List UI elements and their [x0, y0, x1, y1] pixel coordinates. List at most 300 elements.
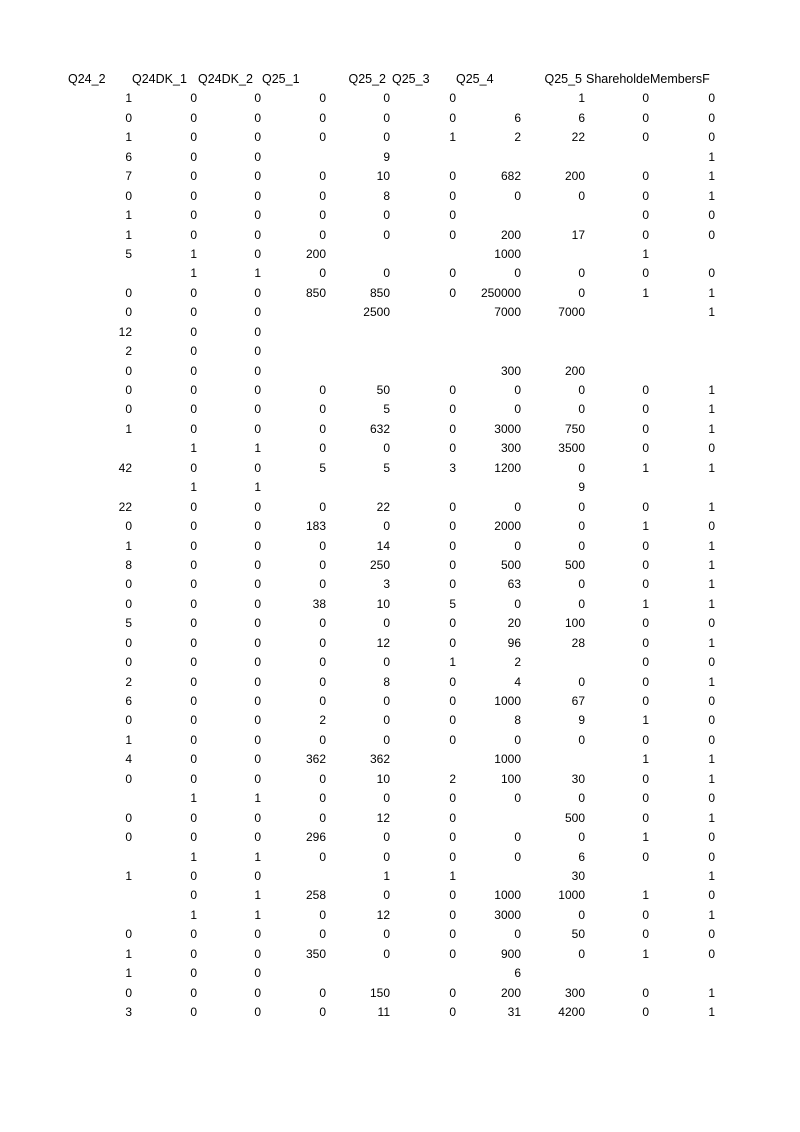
table-cell: 0 — [449, 927, 456, 942]
table-cell: 2 — [125, 674, 132, 689]
table-cell: 0 — [254, 91, 261, 106]
table-cell: 0 — [254, 499, 261, 514]
table-row — [0, 128, 800, 147]
table-row — [0, 867, 800, 886]
table-cell: 0 — [254, 868, 261, 883]
table-cell: 1 — [708, 285, 715, 300]
table-row — [0, 303, 800, 322]
table-cell: 0 — [642, 402, 649, 417]
table-cell: 296 — [305, 830, 326, 845]
table-cell: 0 — [642, 421, 649, 436]
table-cell: 0 — [708, 713, 715, 728]
table-row — [0, 342, 800, 361]
table-cell: 0 — [642, 557, 649, 572]
table-cell: 1 — [254, 888, 261, 903]
table-cell: 0 — [254, 363, 261, 378]
table-cell: 0 — [708, 732, 715, 747]
table-cell: 0 — [254, 810, 261, 825]
table-row — [0, 925, 800, 944]
table-cell: 0 — [254, 305, 261, 320]
table-cell: 1 — [254, 266, 261, 281]
table-cell: 100 — [564, 616, 585, 631]
table-cell: 1200 — [494, 460, 521, 475]
table-cell: 0 — [319, 441, 326, 456]
table-cell: 0 — [190, 324, 197, 339]
table-cell: 0 — [190, 596, 197, 611]
table-cell: 0 — [190, 130, 197, 145]
table-cell: 1 — [190, 246, 197, 261]
table-cell: 0 — [449, 519, 456, 534]
table-cell: 0 — [449, 732, 456, 747]
table-cell: 0 — [708, 791, 715, 806]
table-cell: 0 — [254, 713, 261, 728]
table-cell: 0 — [319, 538, 326, 553]
table-cell: 0 — [125, 305, 132, 320]
table-cell: 2500 — [363, 305, 390, 320]
table-cell: 67 — [571, 694, 585, 708]
table-cell: 0 — [449, 577, 456, 592]
table-cell: 1 — [708, 169, 715, 184]
table-cell: 0 — [514, 927, 521, 942]
table-cell: 300 — [564, 985, 585, 1000]
table-cell: 0 — [190, 538, 197, 553]
table-row — [0, 750, 800, 769]
table-cell: 31 — [507, 1005, 521, 1019]
table-cell: 1 — [642, 752, 649, 767]
table-cell: 0 — [642, 1005, 649, 1019]
table-cell: 0 — [319, 1005, 326, 1019]
table-cell: 0 — [449, 557, 456, 572]
table-cell: 0 — [449, 985, 456, 1000]
table-cell: 0 — [383, 732, 390, 747]
table-cell: 0 — [578, 830, 585, 845]
table-cell: 2 — [514, 655, 521, 670]
table-cell: 3 — [383, 577, 390, 592]
table-row — [0, 634, 800, 653]
table-cell: 1 — [708, 985, 715, 1000]
table-cell: 0 — [319, 791, 326, 806]
table-cell: 250000 — [480, 285, 521, 300]
table-cell: 0 — [319, 91, 326, 106]
table-cell: 0 — [514, 538, 521, 553]
table-cell: 5 — [383, 460, 390, 475]
table-cell: 0 — [319, 557, 326, 572]
table-cell: 1 — [449, 868, 456, 883]
table-row — [0, 848, 800, 867]
table-cell: 1 — [708, 557, 715, 572]
table-cell: 632 — [369, 421, 390, 436]
table-cell: 10 — [376, 771, 390, 786]
table-cell: 12 — [376, 907, 390, 922]
table-cell: 4 — [514, 674, 521, 689]
table-cell: 1 — [254, 849, 261, 864]
table-cell: 0 — [578, 519, 585, 534]
table-cell: 50 — [376, 383, 390, 397]
table-cell: 8 — [383, 674, 390, 689]
table-cell: 0 — [642, 616, 649, 631]
table-cell: 1 — [125, 732, 132, 747]
table-cell: 0 — [125, 402, 132, 417]
table-cell: 0 — [514, 849, 521, 864]
table-row — [0, 595, 800, 614]
table-cell: 0 — [449, 383, 456, 397]
table-cell: 8 — [383, 188, 390, 203]
table-cell: 0 — [319, 907, 326, 922]
table-cell: 1 — [254, 441, 261, 456]
table-cell: 0 — [125, 110, 132, 125]
table-cell: 0 — [254, 732, 261, 747]
table-cell: 0 — [449, 1005, 456, 1019]
table-cell: 1 — [708, 771, 715, 786]
table-cell: 500 — [564, 810, 585, 825]
table-cell: 0 — [190, 810, 197, 825]
table-cell: 1 — [125, 868, 132, 883]
table-cell: 0 — [319, 421, 326, 436]
table-cell: 0 — [190, 655, 197, 670]
table-cell: 0 — [125, 519, 132, 534]
table-cell: 0 — [190, 674, 197, 689]
table-cell: 200 — [500, 227, 521, 242]
table-cell: 1 — [642, 830, 649, 845]
table-cell: 0 — [254, 985, 261, 1000]
table-cell: 0 — [642, 791, 649, 806]
table-cell: 1 — [125, 421, 132, 436]
table-cell: 0 — [190, 519, 197, 534]
table-row — [0, 89, 800, 108]
table-cell: 0 — [514, 188, 521, 203]
table-row — [0, 187, 800, 206]
table-cell: 0 — [254, 694, 261, 708]
table-cell: 0 — [514, 266, 521, 281]
table-row — [0, 381, 800, 400]
table-cell: 0 — [125, 655, 132, 670]
table-cell: 0 — [254, 169, 261, 184]
table-cell: 0 — [514, 732, 521, 747]
table-cell: 1 — [642, 519, 649, 534]
table-row — [0, 400, 800, 419]
table-cell: 0 — [254, 752, 261, 767]
table-cell: 0 — [514, 830, 521, 845]
table-cell: 96 — [507, 635, 521, 650]
table-cell: 1 — [254, 480, 261, 495]
table-cell: 0 — [578, 946, 585, 961]
table-cell: 0 — [319, 674, 326, 689]
table-cell: 0 — [254, 460, 261, 475]
table-cell: 0 — [642, 499, 649, 514]
table-cell: 5 — [125, 246, 132, 261]
table-cell: 300 — [500, 363, 521, 378]
column-header-q24dk-2: Q24DK_2 — [198, 72, 253, 86]
table-cell: 0 — [708, 110, 715, 125]
table-cell: 0 — [319, 110, 326, 125]
table-cell: 0 — [190, 363, 197, 378]
table-cell: 1 — [708, 1005, 715, 1019]
table-cell: 362 — [369, 752, 390, 767]
table-row — [0, 556, 800, 575]
table-cell: 0 — [383, 91, 390, 106]
table-cell: 0 — [642, 577, 649, 592]
table-cell: 0 — [642, 130, 649, 145]
table-cell: 6 — [125, 694, 132, 708]
table-cell: 12 — [118, 324, 132, 339]
table-cell: 1 — [449, 655, 456, 670]
table-cell: 1000 — [494, 752, 521, 767]
table-cell: 100 — [500, 771, 521, 786]
table-row — [0, 1003, 800, 1022]
table-cell: 0 — [514, 791, 521, 806]
table-cell: 5 — [383, 402, 390, 417]
table-cell: 3000 — [494, 907, 521, 922]
table-cell: 0 — [383, 694, 390, 708]
table-row — [0, 420, 800, 439]
table-cell: 9 — [383, 149, 390, 164]
table-cell: 0 — [254, 966, 261, 981]
table-cell: 8 — [125, 557, 132, 572]
table-cell: 1 — [125, 946, 132, 961]
table-cell: 0 — [708, 946, 715, 961]
table-cell: 0 — [449, 110, 456, 125]
table-cell: 1 — [449, 130, 456, 145]
table-cell: 0 — [125, 810, 132, 825]
table-cell: 500 — [564, 557, 585, 572]
table-cell: 0 — [125, 577, 132, 592]
table-cell: 1 — [190, 441, 197, 456]
table-cell: 0 — [383, 616, 390, 631]
table-cell: 0 — [642, 169, 649, 184]
table-cell: 0 — [578, 383, 585, 397]
table-cell: 1 — [642, 713, 649, 728]
table-cell: 0 — [190, 771, 197, 786]
table-cell: 0 — [190, 1005, 197, 1019]
table-cell: 22 — [376, 499, 390, 514]
table-cell: 11 — [377, 1005, 390, 1019]
column-header-q24dk-1: Q24DK_1 — [132, 72, 187, 86]
table-cell: 1 — [642, 285, 649, 300]
table-cell: 7000 — [558, 305, 585, 320]
table-cell: 0 — [449, 266, 456, 281]
table-cell: 0 — [578, 538, 585, 553]
table-cell: 7 — [125, 169, 132, 184]
table-cell: 0 — [254, 927, 261, 942]
table-cell: 0 — [383, 713, 390, 728]
table-row — [0, 673, 800, 692]
table-cell: 1000 — [494, 246, 521, 261]
table-cell: 0 — [449, 888, 456, 903]
table-cell: 9 — [578, 713, 585, 728]
table-cell: 0 — [514, 499, 521, 514]
table-row — [0, 517, 800, 536]
table-cell: 1 — [642, 596, 649, 611]
table-cell: 8 — [514, 713, 521, 728]
table-cell: 1 — [642, 946, 649, 961]
table-cell: 5 — [125, 616, 132, 631]
table-cell: 0 — [449, 830, 456, 845]
table-cell: 200 — [564, 169, 585, 184]
table-row — [0, 498, 800, 517]
table-cell: 0 — [254, 1005, 261, 1019]
column-header-q24-2: Q24_2 — [68, 72, 106, 86]
table-cell: 5 — [449, 596, 456, 611]
table-cell: 0 — [708, 888, 715, 903]
table-cell: 12 — [376, 635, 390, 650]
table-cell: 0 — [449, 907, 456, 922]
table-cell: 1 — [708, 810, 715, 825]
table-row — [0, 245, 800, 264]
table-cell: 0 — [449, 441, 456, 456]
table-cell: 1 — [190, 907, 197, 922]
table-cell: 0 — [708, 266, 715, 281]
table-cell: 0 — [190, 830, 197, 845]
table-cell: 0 — [125, 830, 132, 845]
table-cell: 0 — [642, 188, 649, 203]
table-cell: 0 — [190, 927, 197, 942]
table-cell: 0 — [190, 421, 197, 436]
table-cell: 0 — [254, 946, 261, 961]
table-cell: 0 — [190, 966, 197, 981]
table-cell: 0 — [319, 402, 326, 417]
table-cell: 0 — [190, 577, 197, 592]
table-cell: 0 — [383, 266, 390, 281]
table-cell: 28 — [571, 635, 585, 650]
table-cell: 0 — [449, 538, 456, 553]
table-row — [0, 692, 800, 711]
table-cell: 17 — [571, 227, 585, 242]
table-cell: 0 — [449, 91, 456, 106]
table-row — [0, 323, 800, 342]
table-cell: 14 — [376, 538, 390, 553]
table-cell: 0 — [642, 208, 649, 223]
table-cell: 0 — [319, 130, 326, 145]
table-cell: 0 — [578, 732, 585, 747]
table-row — [0, 711, 800, 730]
column-header-shareholder: Shareholde — [586, 72, 650, 86]
table-cell: 2 — [449, 771, 456, 786]
column-header-q25-3: Q25_3 — [392, 72, 430, 86]
table-cell: 0 — [254, 830, 261, 845]
data-rows — [0, 89, 800, 1022]
table-cell: 0 — [449, 616, 456, 631]
table-cell: 0 — [125, 363, 132, 378]
table-cell: 3000 — [494, 421, 521, 436]
table-cell: 0 — [125, 188, 132, 203]
table-cell: 0 — [449, 188, 456, 203]
table-cell: 0 — [449, 674, 456, 689]
table-cell: 0 — [254, 577, 261, 592]
table-cell: 0 — [319, 169, 326, 184]
table-cell: 1 — [708, 674, 715, 689]
table-cell: 1 — [125, 966, 132, 981]
table-row — [0, 459, 800, 478]
table-cell: 1 — [708, 868, 715, 883]
table-cell: 1 — [708, 635, 715, 650]
table-cell: 0 — [708, 616, 715, 631]
table-cell: 9 — [578, 480, 585, 495]
table-cell: 0 — [319, 383, 326, 397]
header-row — [0, 70, 800, 89]
table-cell: 0 — [254, 227, 261, 242]
table-cell: 0 — [449, 208, 456, 223]
table-cell: 0 — [708, 227, 715, 242]
column-header-members: MembersF — [650, 72, 710, 86]
table-cell: 0 — [190, 557, 197, 572]
table-row — [0, 809, 800, 828]
table-cell: 0 — [319, 771, 326, 786]
table-cell: 0 — [578, 402, 585, 417]
table-cell: 0 — [708, 830, 715, 845]
table-cell: 258 — [305, 888, 326, 903]
table-cell: 0 — [708, 130, 715, 145]
table-cell: 1000 — [558, 888, 585, 903]
table-cell: 0 — [190, 868, 197, 883]
table-cell: 2 — [319, 713, 326, 728]
table-cell: 1 — [708, 149, 715, 164]
table-cell: 0 — [708, 694, 715, 708]
table-cell: 0 — [578, 460, 585, 475]
table-cell: 0 — [190, 752, 197, 767]
table-cell: 0 — [190, 383, 197, 397]
table-cell: 0 — [190, 888, 197, 903]
table-cell: 5 — [319, 460, 326, 475]
table-row — [0, 906, 800, 925]
table-cell: 0 — [383, 227, 390, 242]
table-row — [0, 789, 800, 808]
table-cell: 350 — [305, 946, 326, 961]
table-cell: 0 — [514, 383, 521, 397]
table-cell: 0 — [449, 635, 456, 650]
table-cell: 0 — [578, 285, 585, 300]
table-cell: 0 — [578, 674, 585, 689]
table-cell: 0 — [125, 635, 132, 650]
table-cell: 0 — [190, 635, 197, 650]
table-cell: 0 — [190, 188, 197, 203]
table-cell: 0 — [319, 927, 326, 942]
table-cell: 1 — [642, 888, 649, 903]
table-cell: 0 — [254, 110, 261, 125]
table-cell: 0 — [449, 713, 456, 728]
table-cell: 1 — [708, 188, 715, 203]
table-cell: 1 — [708, 402, 715, 417]
table-row — [0, 770, 800, 789]
table-row — [0, 478, 800, 497]
table-cell: 850 — [305, 285, 326, 300]
table-cell: 0 — [190, 616, 197, 631]
table-cell: 0 — [319, 499, 326, 514]
table-row — [0, 731, 800, 750]
table-cell: 0 — [642, 227, 649, 242]
table-cell: 0 — [449, 169, 456, 184]
table-row — [0, 537, 800, 556]
column-header-q25-5: Q25_5 — [544, 72, 582, 86]
table-cell: 1 — [708, 305, 715, 320]
spreadsheet-page — [0, 70, 800, 1022]
table-cell: 1 — [708, 577, 715, 592]
table-cell: 0 — [254, 538, 261, 553]
table-cell: 183 — [305, 519, 326, 534]
table-cell: 0 — [642, 110, 649, 125]
table-cell: 1 — [708, 460, 715, 475]
table-cell: 1 — [708, 538, 715, 553]
table-row — [0, 148, 800, 167]
table-cell: 0 — [449, 402, 456, 417]
table-cell: 1 — [708, 499, 715, 514]
table-cell: 22 — [571, 130, 585, 145]
table-cell: 4 — [125, 752, 132, 767]
table-cell: 0 — [383, 208, 390, 223]
table-cell: 0 — [190, 713, 197, 728]
table-cell: 0 — [319, 655, 326, 670]
table-cell: 0 — [190, 208, 197, 223]
table-row — [0, 653, 800, 672]
